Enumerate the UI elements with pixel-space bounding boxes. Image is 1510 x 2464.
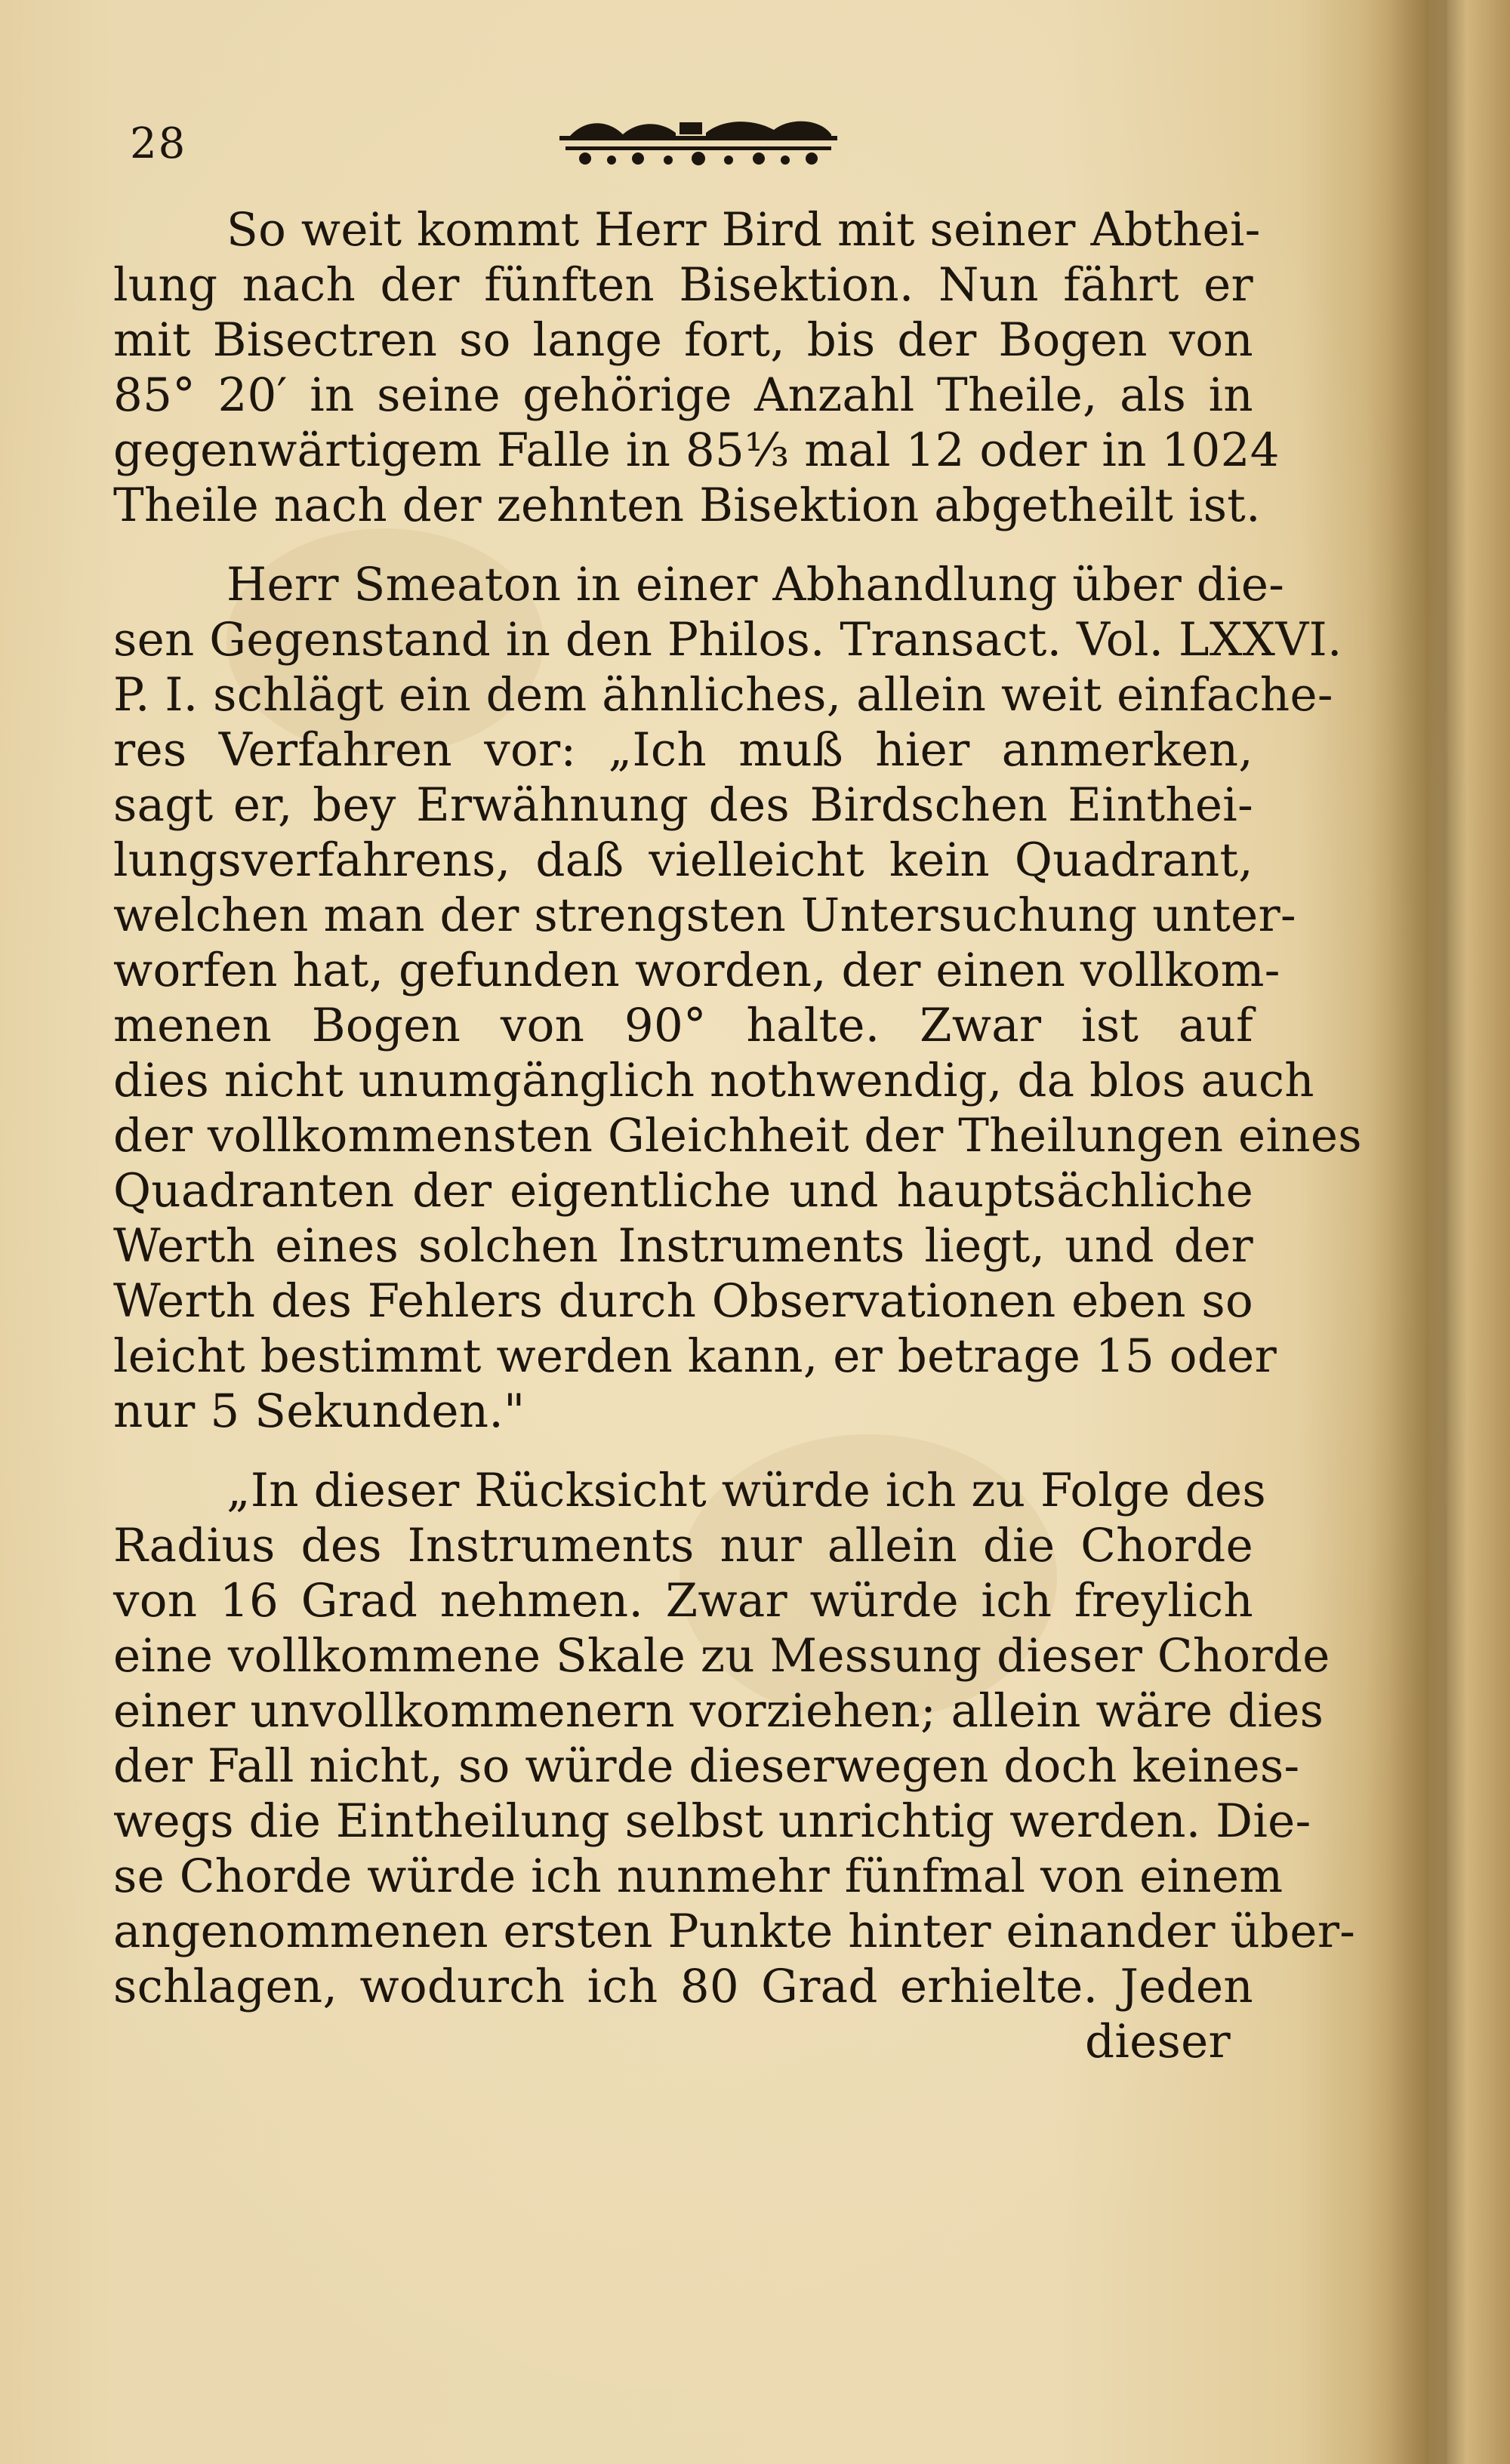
text-line: Herr Smeaton in einer Abhandlung über die- — [226, 558, 1285, 611]
text-line: wegs die Eintheilung selbst unrichtig werden. Die- — [113, 1794, 1311, 1848]
text-line: res Verfahren vor: „Ich muß hier anmerken, — [113, 723, 1253, 777]
text-line: So weit kommt Herr Bird mit seiner Abthei- — [226, 203, 1261, 257]
text-line: Radius des Instruments nur allein die Chorde — [113, 1519, 1253, 1572]
text-line: lung nach der fünften Bisektion. Nun fährt er — [113, 258, 1253, 312]
text-line: eine vollkommene Skale zu Messung dieser Chorde — [113, 1629, 1330, 1683]
text-line: Werth des Fehlers durch Observationen eben so — [113, 1274, 1253, 1328]
text-line: mit Bisectren so lange fort, bis der Bogen von — [113, 313, 1253, 367]
text-line: sagt er, bey Erwähnung des Birdschen Einthei- — [113, 778, 1253, 832]
text-line: der Fall nicht, so würde dieserwegen doch keines- — [113, 1739, 1300, 1793]
catchword: dieser — [1084, 2015, 1231, 2068]
text-line: menen Bogen von 90° halte. Zwar ist auf — [113, 999, 1253, 1052]
text-line: Werth eines solchen Instruments liegt, und der — [113, 1219, 1253, 1273]
text-line: Quadranten der eigentliche und hauptsächliche — [113, 1164, 1253, 1218]
text-line: lungsverfahrens, daß vielleicht kein Quadrant, — [113, 833, 1253, 887]
main-text — [113, 202, 1362, 2069]
text-line: P. I. schlägt ein dem ähnliches, allein weit einfache- — [113, 668, 1333, 722]
page-number: 28 — [130, 119, 187, 168]
text-line: angenommenen ersten Punkte hinter einander über- — [113, 1905, 1356, 1958]
text-line: welchen man der strengsten Untersuchung unter- — [113, 889, 1296, 942]
text-line: sen Gegenstand in den Philos. Transact. Vol. LXXVI. — [113, 613, 1342, 667]
text-line: Theile nach der zehnten Bisektion abgetheilt ist. — [113, 479, 1261, 532]
text-line: worfen hat, gefunden worden, der einen vollkom- — [113, 944, 1280, 997]
text-line: leicht bestimmt werden kann, er betrage 15 oder — [113, 1329, 1277, 1383]
printer-ornament-icon — [555, 113, 842, 169]
text-line: schlagen, wodurch ich 80 Grad erhielte. Jeden — [113, 1960, 1253, 2013]
text-line: nur 5 Sekunden." — [113, 1384, 525, 1438]
text-line: von 16 Grad nehmen. Zwar würde ich freylich — [113, 1574, 1253, 1628]
text-line: gegenwärtigem Falle in 85⅓ mal 12 oder in 1024 — [113, 424, 1280, 477]
text-line: se Chorde würde ich nunmehr fünfmal von einem — [113, 1850, 1284, 1903]
text-line: einer unvollkommenern vorziehen; allein wäre dies — [113, 1684, 1324, 1738]
book-spine-shadow — [1367, 0, 1510, 2464]
text-line: der vollkommensten Gleichheit der Theilungen eines — [113, 1109, 1362, 1163]
text-line: „In dieser Rücksicht würde ich zu Folge des — [226, 1464, 1266, 1517]
text-line: dies nicht unumgänglich nothwendig, da blos auch — [113, 1054, 1314, 1107]
text-line: 85° 20′ in seine gehörige Anzahl Theile, als in — [113, 368, 1253, 422]
